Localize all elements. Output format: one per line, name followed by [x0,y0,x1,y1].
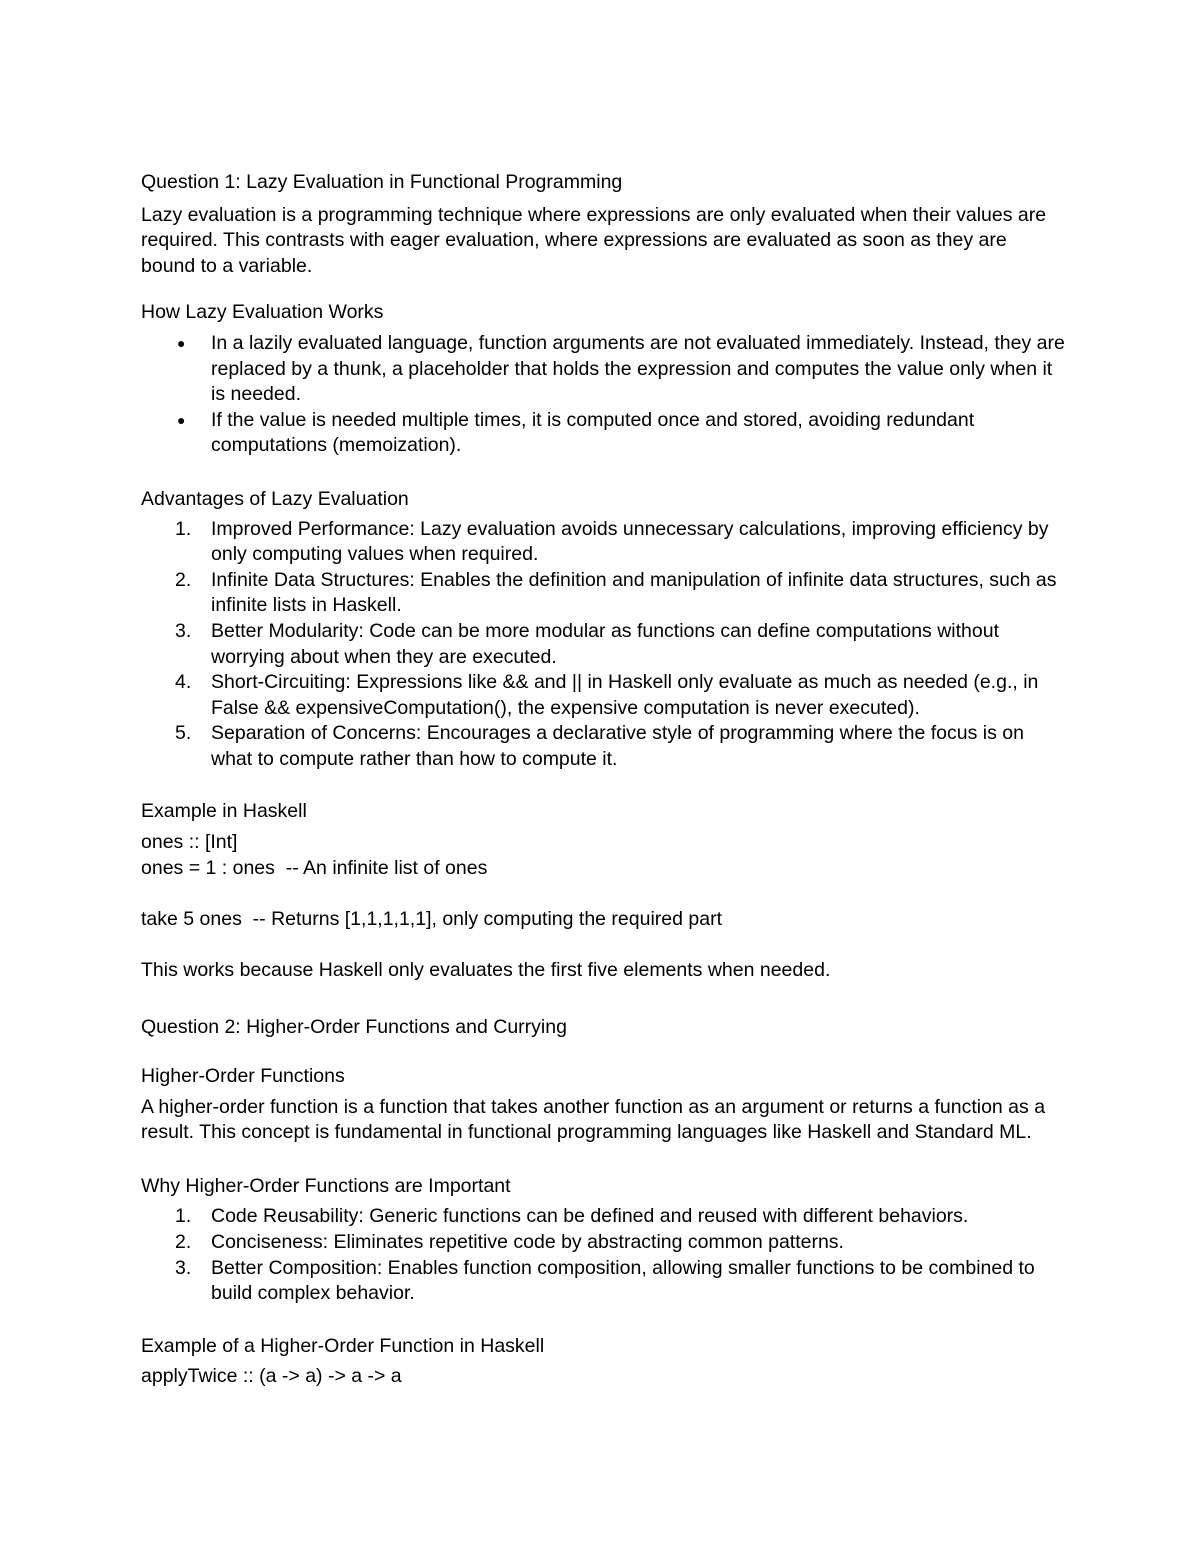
why-list [141,1204,1066,1306]
list-item [141,721,1066,772]
list-item-text: In a lazily evaluated language, function arguments are not evaluated immediately. Instead, they are replaced by a thunk, a placeholder that holds the expression and computes the value only when it is needed. [211,331,1065,406]
q2-example-heading: Example of a Higher-Order Function in Haskell [141,1334,545,1357]
hof-heading: Higher-Order Functions [141,1065,345,1088]
list-item [141,517,1066,568]
q1-conclusion: This works because Haskell only evaluates the first five elements when needed. [141,958,831,981]
list-item-text: Improved Performance: Lazy evaluation avoids unnecessary calculations, improving efficiency by only computing values when required. [211,517,1049,566]
list-number: 1. [175,517,192,540]
code-line: applyTwice :: (a -> a) -> a -> a [141,1365,402,1388]
list-item-text: Infinite Data Structures: Enables the definition and manipulation of infinite data structures, such as infinite lists in Haskell. [211,568,1057,617]
bullet-icon: ● [177,411,186,428]
list-number: 2. [175,1231,192,1253]
list-item-text: If the value is needed multiple times, it is computed once and stored, avoiding redundant computations (memoization). [211,408,975,457]
hof-text: A higher-order function is a function that takes another function as an argument or returns a function as a result. This concept is fundamental in functional programming languages like Haskell and Standard ML. [141,1095,1046,1144]
list-item-text: Separation of Concerns: Encourages a declarative style of programming where the focus is on what to compute rather than how to compute it. [211,722,1024,770]
list-item [141,619,1066,670]
how-heading: How Lazy Evaluation Works [141,301,384,324]
q2-title: Question 2: Higher-Order Functions and Currying [141,1016,567,1039]
list-item [141,568,1066,619]
list-item-text: Better Modularity: Code can be more modular as functions can define computations without worrying about when they are executed. [211,619,1000,668]
list-number: 4. [175,671,192,694]
list-item-text: Code Reusability: Generic functions can be defined and reused with different behaviors. [211,1205,969,1228]
list-number: 5. [175,722,192,745]
list-item [141,1230,1066,1256]
list-item [141,670,1066,721]
list-item [141,1256,1066,1307]
list-number: 1. [175,1205,192,1228]
list-number: 3. [175,1256,192,1279]
code-line: take 5 ones -- Returns [1,1,1,1,1], only computing the required part [141,908,722,931]
list-item-text: Conciseness: Eliminates repetitive code by abstracting common patterns. [211,1231,844,1253]
document-page [141,170,1066,1390]
code-line: ones = 1 : ones -- An infinite list of ones [141,856,488,879]
code-line: ones :: [Int] [141,831,238,854]
bullet-icon: ● [177,334,186,351]
list-item [141,331,1066,408]
adv-heading: Advantages of Lazy Evaluation [141,487,409,510]
list-item-text: Short-Circuiting: Expressions like && and || in Haskell only evaluate as much as needed (e.g., in False && expensiveComputation(), the expensive computation is never executed). [211,671,1039,719]
list-number: 3. [175,619,192,642]
q1-title: Question 1: Lazy Evaluation in Functional Programming [141,171,623,193]
list-item-text: Better Composition: Enables function composition, allowing smaller functions to be combined to build complex behavior. [211,1256,1035,1305]
why-heading: Why Higher-Order Functions are Important [141,1174,511,1197]
list-item [141,408,1066,459]
how-list [141,331,1066,459]
example-heading: Example in Haskell [141,800,307,823]
list-number: 2. [175,568,192,591]
adv-list [141,517,1066,773]
list-item [141,1204,1066,1230]
q1-intro: Lazy evaluation is a programming technique where expressions are only evaluated when their values are required. This contrasts with eager evaluation, where expressions are evaluated as soon as they are bound to a variable. [141,203,1047,277]
